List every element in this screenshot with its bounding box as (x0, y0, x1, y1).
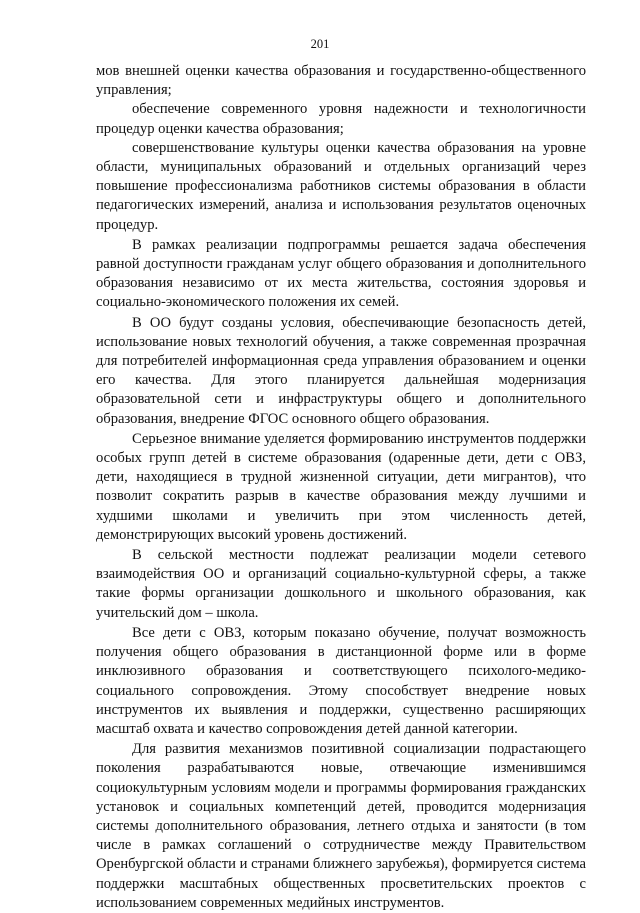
paragraph-3: совершенствование культуры оценки качества образования на уровне области, муниципальных образований и отдельных организаций через повышение профессионализма работников системы образования в области педагогических измерений, анализа и использования результатов оценочных процедур. (96, 139, 586, 233)
body-text (96, 62, 586, 913)
paragraph-6: Серьезное внимание уделяется формированию инструментов поддержки особых групп детей в системе образования (одаренные дети, дети с ОВЗ, дети, находящиеся в трудной жизненной ситуации, дети мигрантов), что позволит сократить разрыв в качестве образования между лучшими и худшими школами и увеличить при этом численность детей, демонстрирующих высокий уровень достижений. (96, 430, 586, 543)
paragraph-8: Все дети с ОВЗ, которым показано обучение, получат возможность получения общего образования в дистанционной форме или в форме инклюзивного образования и соответствующего психолого-медико-социального сопровождения. Этому способствует внедрение новых инструментов их выявления и поддержки, существенно расширяющих масштаб охвата и качество сопровождения детей данной категории. (96, 624, 586, 737)
paragraph-9: Для развития механизмов позитивной социализации подрастающего поколения разрабатываются новые, отвечающие изменившимся социокультурным условиям модели и программы формирования гражданских установок и социальных компетенций детей, проводится модернизация системы дополнительного образования, летнего отдыха и занятости (в том числе в рамках соглашений о сотрудничестве между Правительством Оренбургской области и странами ближнего зарубежья), формируется система поддержки масштабных общественных просветительских проектов с использованием современных медийных инструментов. (96, 741, 586, 911)
paragraph-1: мов внешней оценки качества образования и государственно-общественного управления; (96, 63, 586, 99)
paragraph-7: В сельской местности подлежат реализации модели сетевого взаимодействия ОО и организаций социально-культурной сферы, а также такие формы организации дошкольного и школьного образования, как учительский дом – школа. (96, 547, 586, 621)
paragraph-4: В рамках реализации подпрограммы решается задача обеспечения равной доступности гражданам услуг общего образования и дополнительного образования независимо от их места жительства, состояния здоровья и социально-экономического положения их семей. (96, 236, 586, 311)
paragraph-5: В ОО будут созданы условия, обеспечивающие безопасность детей, использование новых технологий обучения, а также современная прозрачная для потребителей информационная среда управления образованием и оценки его качества. Для этого планируется дальнейшая модернизация образовательной сети и инфраструктуры общего и дополнительного образования, внедрение ФГОС основного общего образования. (96, 314, 586, 427)
paragraph-2: обеспечение современного уровня надежности и технологичности процедур оценки качества образования; (96, 101, 586, 137)
page-number: 201 (310, 37, 330, 51)
